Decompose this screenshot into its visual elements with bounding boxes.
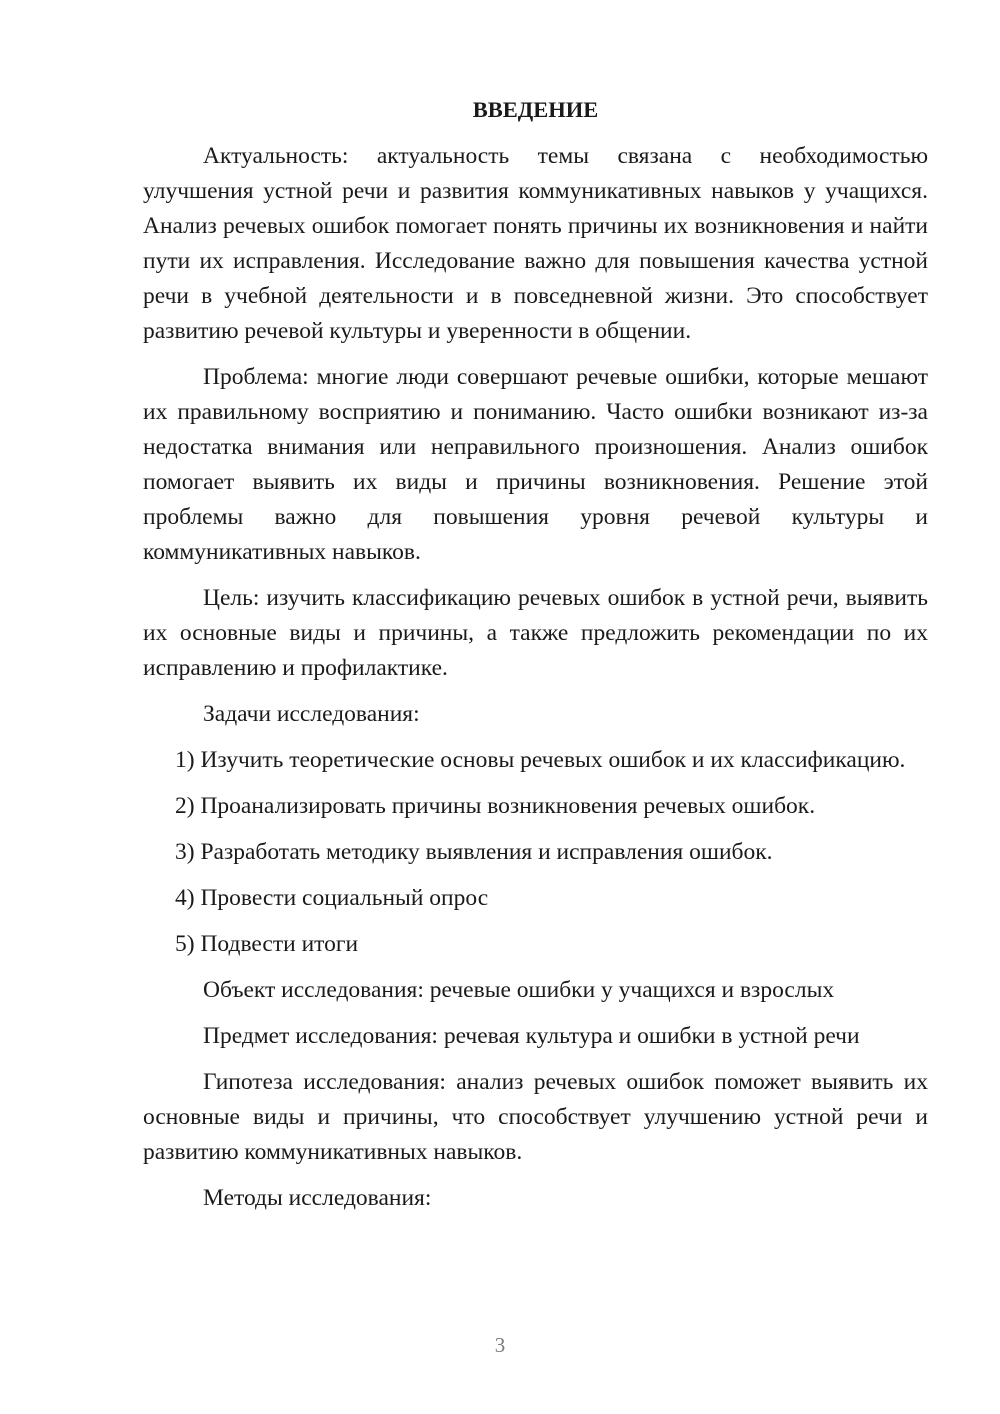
relevance-paragraph: Актуальность: актуальность темы связана с необходимостью улучшения устной речи и развития коммуникативных навыков у учащихся. Анализ речевых ошибок помогает понять причины их возникновения и найти пути их исправления. Исследование важно для повышения качества устной речи в учебной деятельности и в повседневной жизни. Это способствует развитию речевой культуры и уверенности в общении. [143, 143, 928, 344]
list-item: 2) Проанализировать причины возникновения речевых ошибок. [175, 793, 816, 819]
document-body [143, 92, 928, 1227]
list-item: 3) Разработать методику выявления и исправления ошибок. [175, 839, 773, 865]
page-number: 3 [494, 1333, 506, 1357]
tasks-heading: Задачи исследования: [203, 701, 420, 727]
list-item: 4) Провести социальный опрос [175, 885, 489, 911]
list-item: 5) Подвести итоги [175, 931, 359, 957]
problem-paragraph: Проблема: многие люди совершают речевые ошибки, которые мешают их правильному восприятию и пониманию. Часто ошибки возникают из-за недостатка внимания или неправильного произношения. Анализ ошибок помогает выявить их виды и причины возникновения. Решение этой проблемы важно для повышения уровня речевой культуры и коммуникативных навыков. [143, 364, 928, 565]
hypothesis-paragraph: Гипотеза исследования: анализ речевых ошибок поможет выявить их основные виды и причины, что способствует улучшению устной речи и развитию коммуникативных навыков. [143, 1069, 928, 1165]
page-title: ВВЕДЕНИЕ [472, 97, 599, 122]
goal-paragraph: Цель: изучить классификацию речевых ошибок в устной речи, выявить их основные виды и причины, а также предложить рекомендации по их исправлению и профилактике. [143, 585, 928, 681]
object-paragraph: Объект исследования: речевые ошибки у учащихся и взрослых [203, 977, 835, 1003]
subject-paragraph: Предмет исследования: речевая культура и ошибки в устной речи [203, 1023, 860, 1049]
list-item: 1) Изучить теоретические основы речевых ошибок и их классификацию. [175, 747, 906, 773]
methods-heading: Методы исследования: [203, 1185, 432, 1211]
